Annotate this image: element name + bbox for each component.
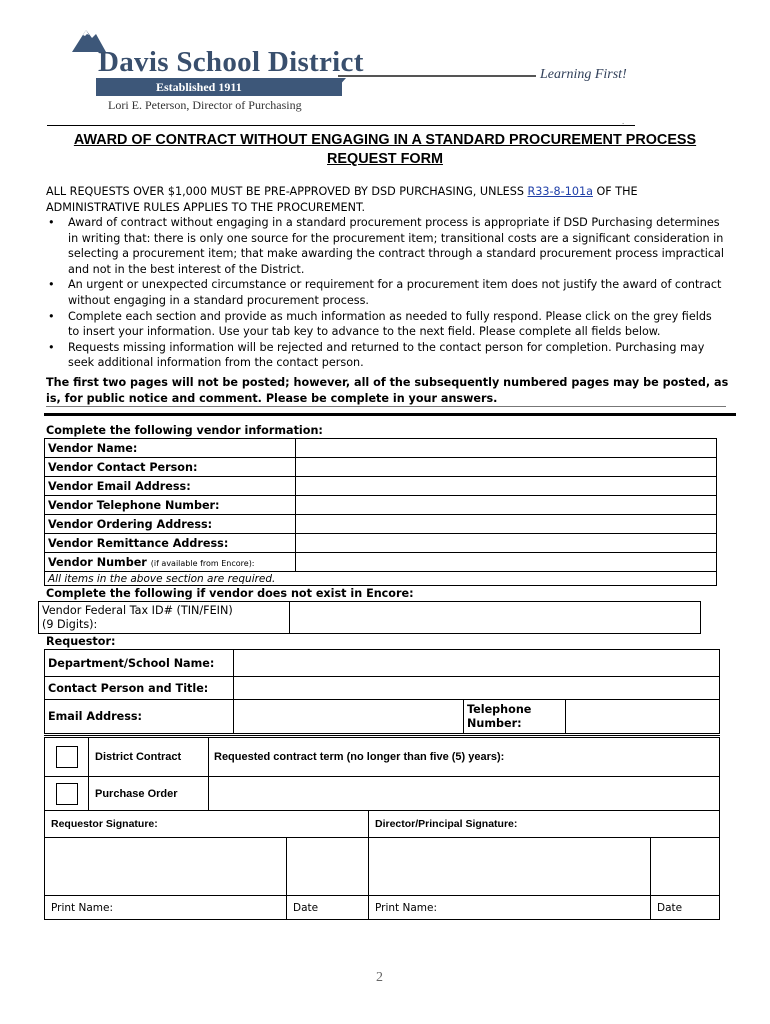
rule-link[interactable]: R33-8-101a xyxy=(527,185,593,198)
table-row xyxy=(45,700,720,734)
bullet-text: Requests missing information will be rejected and returned to the contact person for completion. Purchasing may seek additional information from the contact person. xyxy=(68,340,705,370)
list-item xyxy=(46,309,726,340)
telephone-label xyxy=(464,700,566,734)
vendor-contact-label: Vendor Contact Person: xyxy=(45,458,296,477)
list-item xyxy=(46,340,726,371)
table-row xyxy=(45,896,720,920)
table-row xyxy=(45,811,720,838)
vendor-ordering-address-label: Vendor Ordering Address: xyxy=(45,515,296,534)
telephone-label-line2: Number: xyxy=(467,716,522,730)
director-signature-label: Director/Principal Signature: xyxy=(369,811,720,838)
contract-term-field[interactable] xyxy=(209,777,720,811)
bullet-icon: • xyxy=(48,309,55,323)
table-row xyxy=(39,602,701,634)
requestor-print-name-label: Print Name: xyxy=(45,896,287,920)
director-date-field[interactable] xyxy=(651,838,720,896)
contact-title-label: Contact Person and Title: xyxy=(45,677,234,700)
bullet-text: Complete each section and provide as much information as needed to fully respond. Please click on the grey fields to insert your information. Use your tab key to advance to the next field. Please complete all fields below. xyxy=(68,309,712,339)
email-address-field[interactable] xyxy=(234,700,464,734)
bullet-icon: • xyxy=(48,278,55,292)
encore-table xyxy=(38,601,701,634)
vendor-number-hint: (if available from Encore): xyxy=(150,558,255,568)
purchase-order-checkbox-cell xyxy=(45,777,89,811)
director-print-name-label: Print Name: xyxy=(369,896,651,920)
tax-id-field[interactable] xyxy=(290,602,701,634)
vendor-remittance-address-field[interactable] xyxy=(296,534,717,553)
director-line: Lori E. Peterson, Director of Purchasing xyxy=(108,98,302,112)
department-field[interactable] xyxy=(234,650,720,677)
table-row xyxy=(45,737,720,777)
requestor-signature-field[interactable] xyxy=(45,838,287,896)
intro-text-before: ALL REQUESTS OVER $1,000 MUST BE PRE-APPROVED BY DSD PURCHASING, UNLESS xyxy=(46,185,528,198)
vendor-contact-field[interactable] xyxy=(296,458,717,477)
purchase-order-label: Purchase Order xyxy=(89,777,209,811)
contract-term-label: Requested contract term (no longer than five (5) years): xyxy=(209,737,720,777)
banner-ribbon-icon xyxy=(300,78,346,96)
table-row xyxy=(45,515,717,534)
list-item xyxy=(46,277,726,308)
district-contract-checkbox[interactable] xyxy=(56,746,78,768)
bullet-icon: • xyxy=(48,340,55,354)
vendor-remittance-address-label: Vendor Remittance Address: xyxy=(45,534,296,553)
table-row xyxy=(45,477,717,496)
established-banner: Established 1911 xyxy=(96,78,342,96)
table-row xyxy=(45,777,720,811)
vendor-email-field[interactable] xyxy=(296,477,717,496)
vendor-telephone-label: Vendor Telephone Number: xyxy=(45,496,296,515)
posting-note: The first two pages will not be posted; however, all of the subsequently numbered pages may be posted, as is, for public notice and comment. Please be complete in your answers. xyxy=(46,376,729,405)
note-rule xyxy=(46,406,726,407)
vendor-ordering-address-field[interactable] xyxy=(296,515,717,534)
district-contract-label: District Contract xyxy=(89,737,209,777)
bullet-icon: • xyxy=(48,216,55,229)
director-date-label: Date xyxy=(651,896,720,920)
district-name-logo: Davis School District xyxy=(98,46,364,78)
district-contract-checkbox-cell xyxy=(45,737,89,777)
vendor-telephone-field[interactable] xyxy=(296,496,717,515)
vendor-number-field[interactable] xyxy=(296,553,717,572)
table-row xyxy=(45,439,717,458)
department-label: Department/School Name: xyxy=(45,650,234,677)
requestor-section-heading: Requestor: xyxy=(46,635,116,648)
requestor-date-label: Date xyxy=(287,896,369,920)
signature-table xyxy=(44,810,720,920)
header-dot: . xyxy=(622,117,625,126)
tax-id-label-line1: Vendor Federal Tax ID# (TIN/FEIN) xyxy=(42,603,233,617)
table-row xyxy=(45,838,720,896)
vendor-email-label: Vendor Email Address: xyxy=(45,477,296,496)
table-row xyxy=(45,534,717,553)
instruction-list xyxy=(46,215,726,371)
form-title xyxy=(40,131,730,169)
tax-id-label xyxy=(39,602,290,634)
header-double-rule xyxy=(338,75,536,77)
requestor-table xyxy=(44,649,720,734)
vendor-number-label-text: Vendor Number xyxy=(48,555,147,569)
bullet-text: Award of contract without engaging in a standard procurement process is appropriate if DSD Purchasing determines in writing that: there is only one source for the procurement item; transitional costs are a significant consideration in selecting a procurement item; that make awarding the contract through a standard procurement process impractical and not in the best interest of the District. xyxy=(68,216,724,276)
director-signature-field[interactable] xyxy=(369,838,651,896)
contract-type-table xyxy=(44,735,720,811)
vendor-info-table xyxy=(44,438,717,586)
list-item xyxy=(46,215,726,277)
telephone-field[interactable] xyxy=(566,700,720,734)
header-rule xyxy=(47,125,635,126)
form-title-line2: REQUEST FORM xyxy=(327,151,443,167)
vendor-section-heading: Complete the following vendor information: xyxy=(46,424,323,437)
table-row xyxy=(45,458,717,477)
section-divider xyxy=(44,413,736,416)
form-title-line1: AWARD OF CONTRACT WITHOUT ENGAGING IN A STANDARD PROCUREMENT PROCESS xyxy=(73,132,697,148)
table-row xyxy=(45,677,720,700)
table-row xyxy=(45,553,717,572)
intro-paragraph xyxy=(46,184,726,215)
bullet-text: An urgent or unexpected circumstance or requirement for a procurement item does not justify the award of contract without engaging in a standard procurement process. xyxy=(68,278,722,307)
required-note: All items in the above section are required. xyxy=(45,572,717,586)
contact-title-field[interactable] xyxy=(234,677,720,700)
telephone-label-line1: Telephone xyxy=(467,702,532,716)
page-number: 2 xyxy=(376,970,383,985)
table-row xyxy=(45,572,717,586)
requestor-date-field[interactable] xyxy=(287,838,369,896)
tax-id-label-line2: (9 Digits): xyxy=(42,617,98,631)
tagline: Learning First! xyxy=(540,67,627,82)
vendor-name-field[interactable] xyxy=(296,439,717,458)
encore-section-heading: Complete the following if vendor does not exist in Encore: xyxy=(46,587,414,600)
table-row xyxy=(45,496,717,515)
vendor-number-label xyxy=(45,553,296,572)
intro-text-after: OF THE ADMINISTRATIVE RULES APPLIES TO THE PROCUREMENT. xyxy=(46,185,638,214)
vendor-name-label: Vendor Name: xyxy=(45,439,296,458)
purchase-order-checkbox[interactable] xyxy=(56,783,78,805)
table-row xyxy=(45,650,720,677)
email-address-label: Email Address: xyxy=(45,700,234,734)
requestor-signature-label: Requestor Signature: xyxy=(45,811,369,838)
